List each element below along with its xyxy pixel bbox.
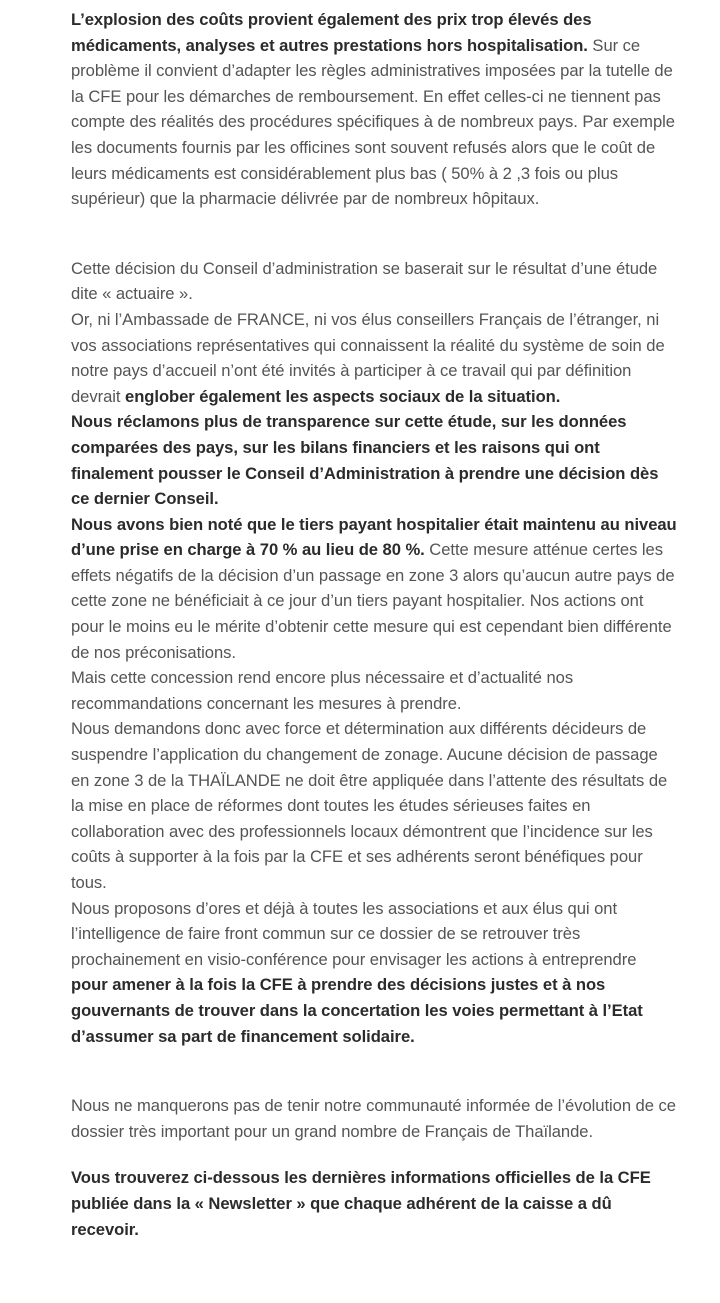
paragraph-concession [71, 665, 677, 716]
paragraph-spacer [71, 1144, 677, 1165]
paragraph-proposal-bold: pour amener à la fois la CFE à prendre des décisions justes et à nos gouvernants de trouver dans la concertation les voies permettant à l’Etat d’assumer sa part de financement solidaire. [71, 975, 643, 1046]
paragraph-demand-text: Nous demandons donc avec force et détermination aux différents décideurs de suspendre l’application du changement de zonage. Aucune décision de passage en zone 3 de la THAÏLANDE ne doit être appliquée dans l’attente des résultats de la mise en place de réformes dont toutes les études sérieuses faites en collaboration avec des professionnels locaux démontrent que l’incidence sur les coûts à supporter à la fois par la CFE et ses adhérents seront bénéfiques pour tous. [71, 719, 668, 892]
paragraph-board-decision-text: Cette décision du Conseil d’administration se baserait sur le résultat d’une étude dite « actuaire ». [71, 258, 658, 304]
paragraph-spacer [71, 1049, 677, 1093]
paragraph-newsletter-bold: Vous trouverez ci-dessous les dernières informations officielles de la CFE publiée dans la « Newsletter » que chaque adhérent de la caisse a dû recevoir. [71, 1168, 651, 1239]
paragraph-concession-text: Mais cette concession rend encore plus nécessaire et d’actualité nos recommandations concernant les mesures à prendre. [71, 668, 574, 713]
paragraph-newsletter [71, 1165, 677, 1242]
paragraph-proposal-text: Nous proposons d’ores et déjà à toutes les associations et aux élus qui ont l’intelligence de faire front commun sur ce dossier de se retrouver très prochainement en visio-conférence pour envisager les actions à entreprendre [71, 898, 637, 969]
paragraph-transparency [71, 409, 677, 511]
paragraph-demand [71, 716, 677, 895]
paragraph-third-party-payment-text: Cette mesure atténue certes les effets négatifs de la décision d’un passage en zone 3 alors qu’aucun autre pays de cette zone ne bénéficiait à ce jour d’un tiers payant hospitalier. Nos actions ont pour le moins eu le mérite d’obtenir cette mesure qui est cependant bien différente de nos préconisations. [71, 540, 675, 662]
paragraph-not-invited [71, 307, 677, 409]
paragraph-not-invited-text: Or, ni l’Ambassade de FRANCE, ni vos élus conseillers Français de l’étranger, ni vos associations représentatives qui connaissent la réalité du système de soin de notre pays d’accueil n’ont été invités à participer à ce travail qui par définition devrait [71, 309, 665, 406]
paragraph-transparency-bold: Nous réclamons plus de transparence sur cette étude, sur les données comparées des pays, sur les bilans financiers et les raisons qui ont finalement pousser le Conseil d’Administration à prendre une décision dès ce dernier Conseil. [71, 412, 659, 509]
paragraph-proposal [71, 896, 677, 1050]
paragraph-third-party-payment-bold: Nous avons bien noté que le tiers payant hospitalier était maintenu au niveau d’une prise en charge à 70 % au lieu de 80 %. [71, 514, 677, 560]
paragraph-not-invited-bold: englober également les aspects sociaux de la situation. [125, 386, 561, 406]
paragraph-third-party-payment [71, 512, 677, 666]
paragraph-board-decision [71, 256, 677, 307]
paragraph-keep-informed-text: Nous ne manquerons pas de tenir notre communauté informée de l’évolution de ce dossier très important pour un grand nombre de Français de Thaïlande. [71, 1096, 676, 1141]
paragraph-drug-costs-text: Sur ce problème il convient d’adapter les règles administratives imposées par la tutelle de la CFE pour les démarches de remboursement. En effet celles-ci ne tiennent pas compte des réalités des procédures spécifiques à de nombreux pays. Par exemple les documents fournis par les officines sont souvent refusés alors que le coût de leurs médicaments est considérablement plus bas ( 50% à 2 ,3 fois ou plus supérieur) que la pharmacie délivrée par de nombreux hôpitaux. [71, 35, 675, 209]
paragraph-drug-costs [71, 7, 677, 212]
paragraph-drug-costs-bold: L’explosion des coûts provient également des prix trop élevés des médicaments, analyses et autres prestations hors hospitalisation. [71, 10, 592, 55]
article-body [71, 7, 677, 1242]
paragraph-keep-informed [71, 1093, 677, 1144]
paragraph-spacer [71, 212, 677, 256]
